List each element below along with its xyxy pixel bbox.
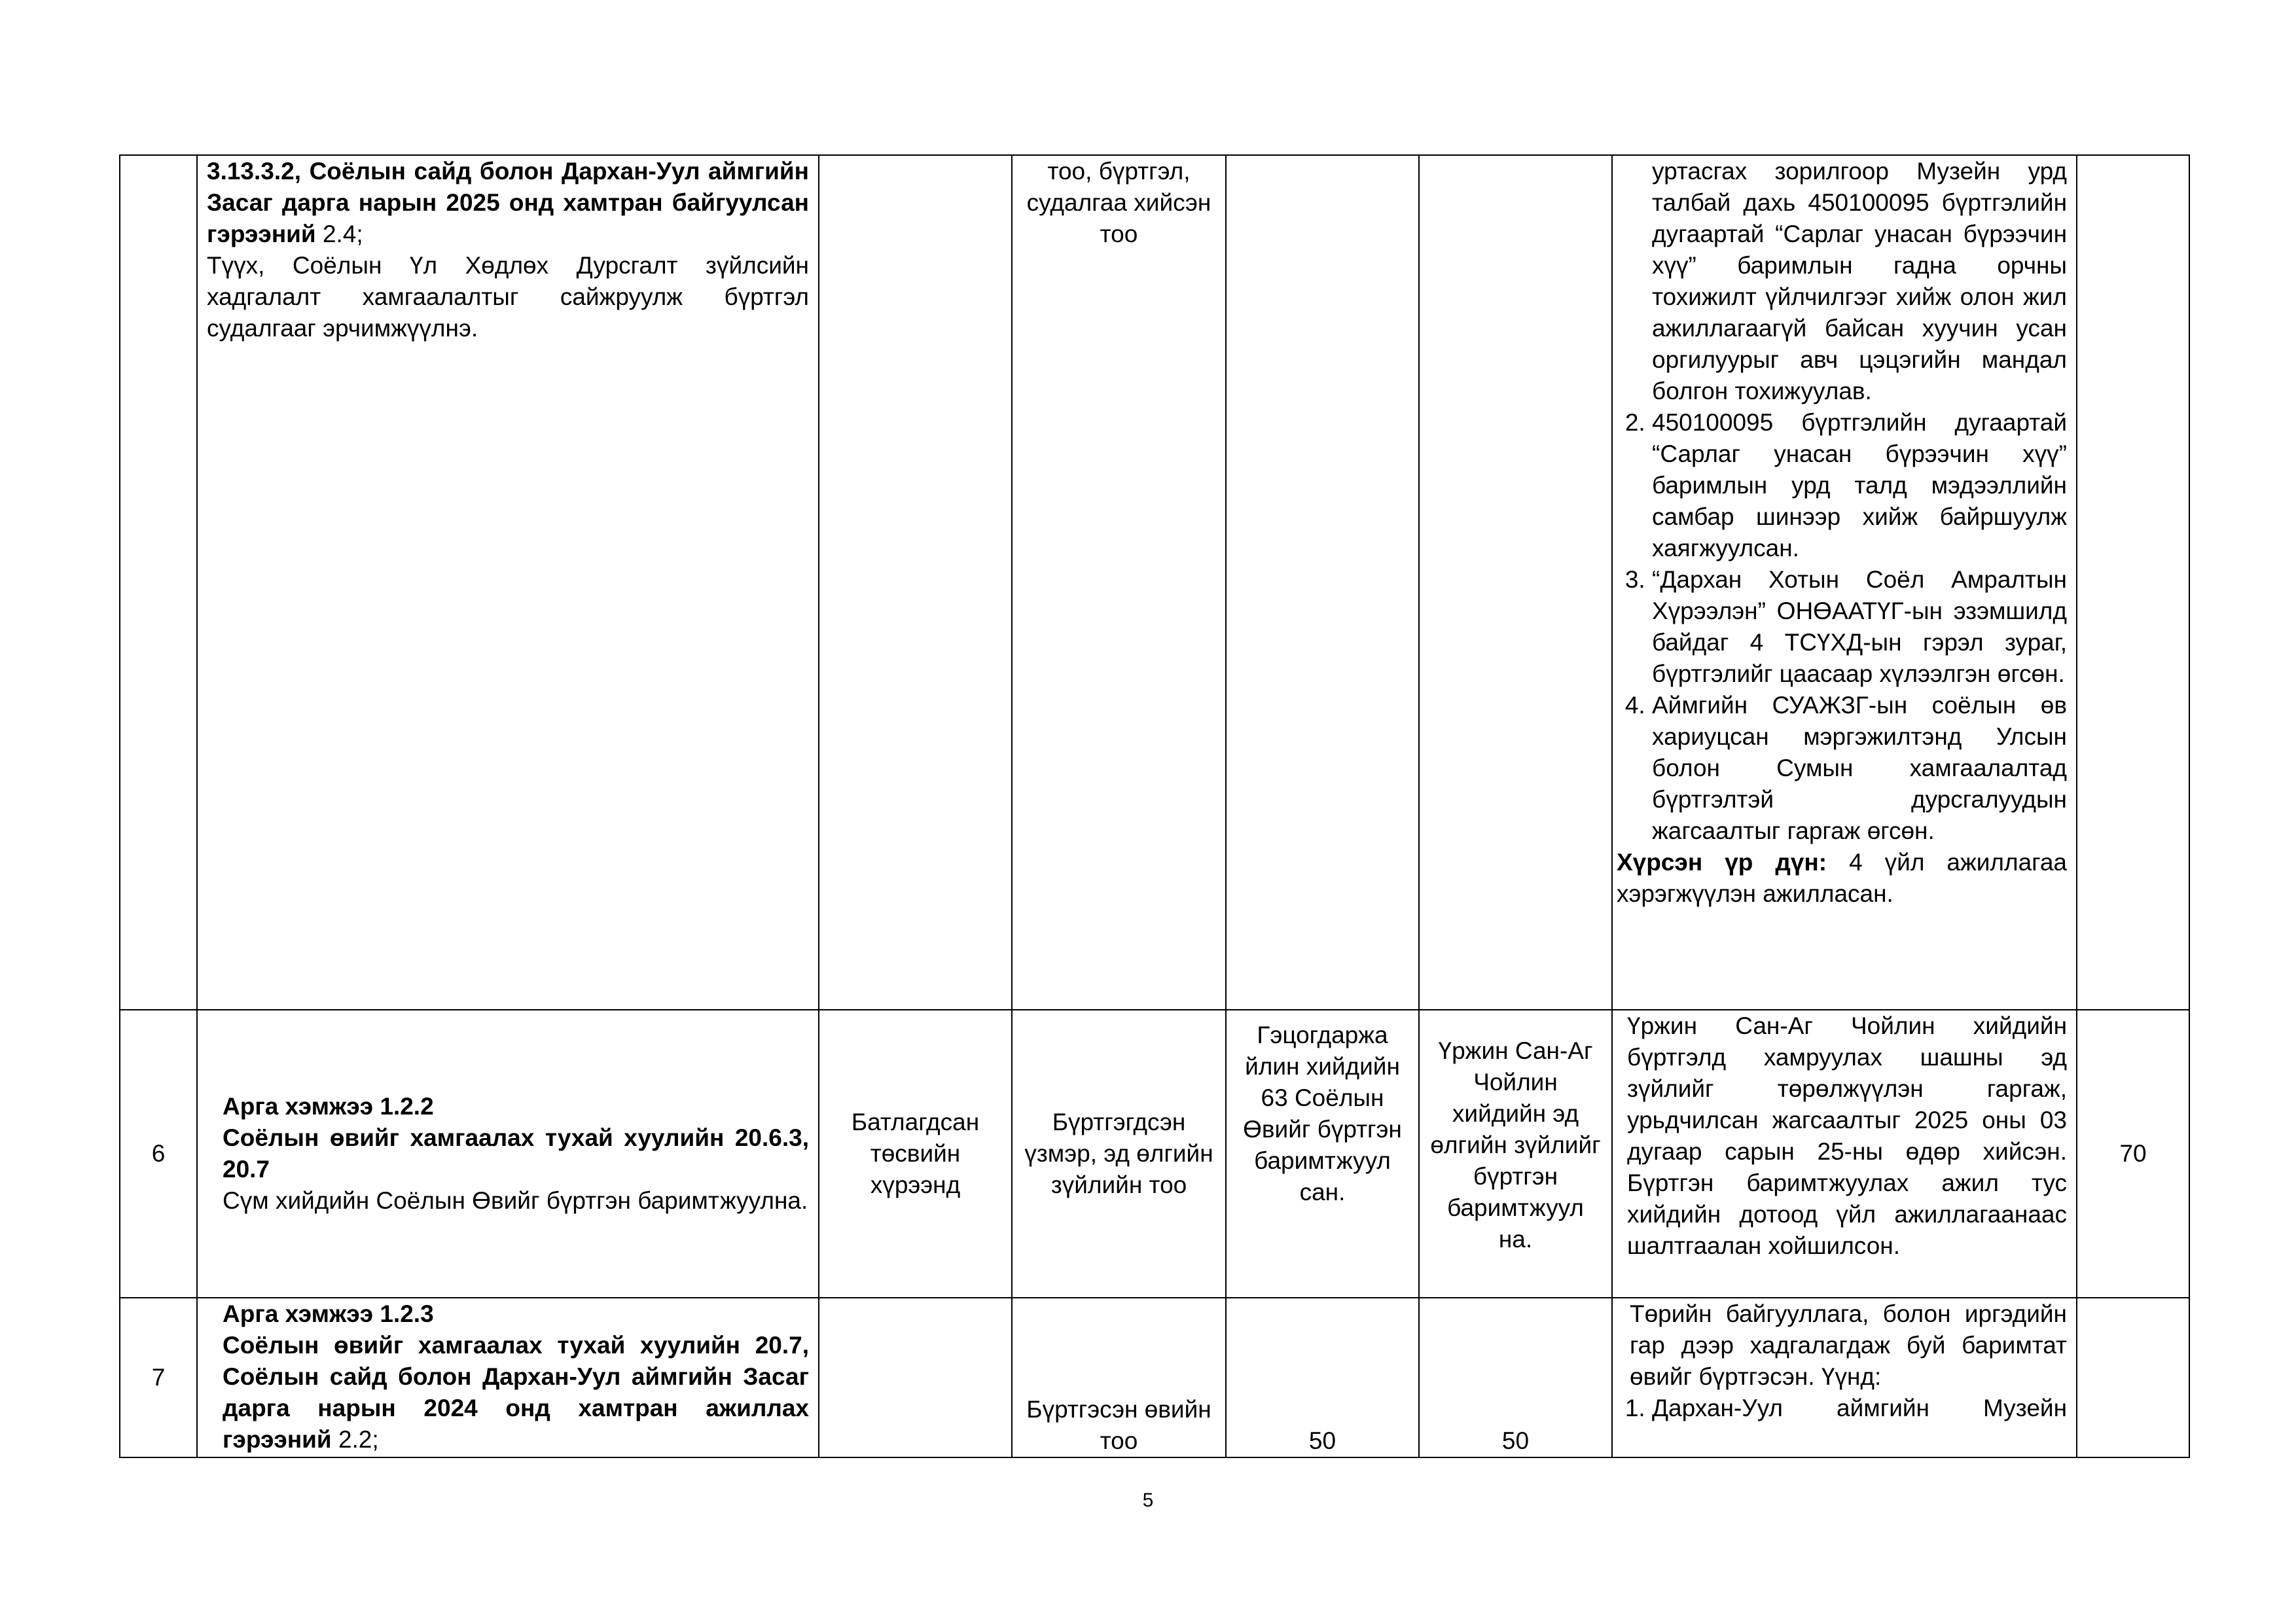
result-cell <box>1612 155 2077 1010</box>
indicator-cell: тоо, бүртгэл, судалгаа хийсэн тоо <box>1012 155 1226 1010</box>
baseline-cell: 50 <box>1226 1298 1419 1457</box>
indicator-cell: Бүртгэгдсэн үзмэр, эд өлгийн зүйлийн тоо <box>1012 1010 1226 1298</box>
row-number-cell: 6 <box>120 1010 197 1298</box>
list-item: 4. Аймгийн СУАЖЗГ-ын соёлын өв хариуцсан мэргэжилтэнд Улсын болон Сумын хамгаалалтад бүртгэлтэй дурсгалуудын жагсаалтыг гаргаж өгсөн. <box>1652 690 2067 847</box>
score-cell: 70 <box>2077 1010 2189 1298</box>
indicator-cell: Бүртгэсэн өвийн тоо <box>1012 1298 1226 1457</box>
table-row <box>120 1010 2189 1298</box>
result-intro: Төрийн байгууллага, болон иргэдийн гар дээр хадгалагдаж буй баримтат өвийг бүртгэсэн. Үүнд: <box>1630 1300 2067 1390</box>
list-item: 2. 450100095 бүртгэлийн дугаартай “Сарлаг унасан бүрээчин хүү” баримлын урд талд мэдээллийн самбар шинээр хийж байршуулж хаягжуулсан. <box>1652 407 2067 564</box>
action-heading: Соёлын өвийг хамгаалах тухай хуулийн 20.7, Соёлын сайд болон Дархан-Уул аймгийн Засаг дарга нарын 2024 онд хамтран ажиллах гэрээний 2.2; <box>223 1332 809 1453</box>
action-description: Сүм хийдийн Соёлын Өвийг бүртгэн баримтжуулна. <box>223 1187 808 1214</box>
row-number-cell <box>120 155 197 1010</box>
list-item: 1. Дархан-Уул аймгийн Музейн <box>1652 1393 2067 1424</box>
list-item: 3. “Дархан Хотын Соёл Амралтын Хүрээлэн” ОНӨААТҮГ-ын эзэмшилд байдаг 4 ТСҮХД-ын гэрэл зураг, бүртгэлийг цаасаар хүлээлгэн өгсөн. <box>1652 564 2067 690</box>
table-row <box>120 1298 2189 1457</box>
action-heading: 3.13.3.2, Соёлын сайд болон Дархан-Уул аймгийн Засаг дарга нарын 2025 онд хамтран байгуулсан гэрээний 2.4; <box>207 158 809 247</box>
score-cell <box>2077 155 2189 1010</box>
measure-label: Арга хэмжээ 1.2.3 <box>223 1300 434 1327</box>
action-cell <box>197 1298 819 1457</box>
baseline-cell <box>1226 155 1419 1010</box>
result-list <box>1617 407 2067 847</box>
row-number-cell: 7 <box>120 1298 197 1457</box>
budget-cell <box>819 155 1012 1010</box>
score-cell <box>2077 1298 2189 1457</box>
baseline-cell: Гэцогдаржа йлин хийдийн 63 Соёлын Өвийг бүртгэн баримтжуул сан. <box>1226 1010 1419 1298</box>
outcome-text: Хүрсэн үр дүн: 4 үйл ажиллагаа хэрэгжүүлэн ажилласан. <box>1617 849 2067 907</box>
target-cell <box>1419 155 1612 1010</box>
law-reference: Соёлын өвийг хамгаалах тухай хуулийн 20.6.3, 20.7 <box>223 1124 809 1183</box>
result-list <box>1617 1393 2067 1424</box>
budget-cell <box>819 1298 1012 1457</box>
page-number: 5 <box>1142 1489 1154 1511</box>
target-cell: 50 <box>1419 1298 1612 1457</box>
action-cell <box>197 155 819 1010</box>
budget-cell: Батлагдсан төсвийн хүрээнд <box>819 1010 1012 1298</box>
table-row <box>120 155 2189 1010</box>
action-description: Түүх, Соёлын Үл Хөдлөх Дурсгалт зүйлсийн хадгалалт хамгаалалтыг сайжруулж бүртгэл судалгааг эрчимжүүлнэ. <box>207 252 809 342</box>
report-table <box>119 154 2190 1458</box>
action-cell <box>197 1010 819 1298</box>
measure-label: Арга хэмжээ 1.2.2 <box>223 1093 434 1120</box>
result-cell: Үржин Сан-Аг Чойлин хийдийн бүртгэлд хамруулах шашны эд зүйлийг төрөлжүүлэн гаргаж, урьдчилсан жагсаалтыг 2025 оны 03 дугаар сарын 25-ны өдөр хийсэн. Бүртгэн баримтжуулах ажил тус хийдийн дотоод үйл ажиллагаанаас шалтгаалан хойшилсон. <box>1612 1010 2077 1298</box>
result-cell <box>1612 1298 2077 1457</box>
result-intro: уртасгах зорилгоор Музейн урд талбай дахь 450100095 бүртгэлийн дугаартай “Сарлаг унасан бүрээчин хүү” баримлын гадна орчны тохижилт үйлчилгээг хийж олон жил ажиллагаагүй байсан хуучин усан оргилуурыг авч цэцэгийн мандал болгон тохижуулав. <box>1652 158 2067 404</box>
target-cell: Үржин Сан-Аг Чойлин хийдийн эд өлгийн зүйлийг бүртгэн баримтжуул на. <box>1419 1010 1612 1298</box>
